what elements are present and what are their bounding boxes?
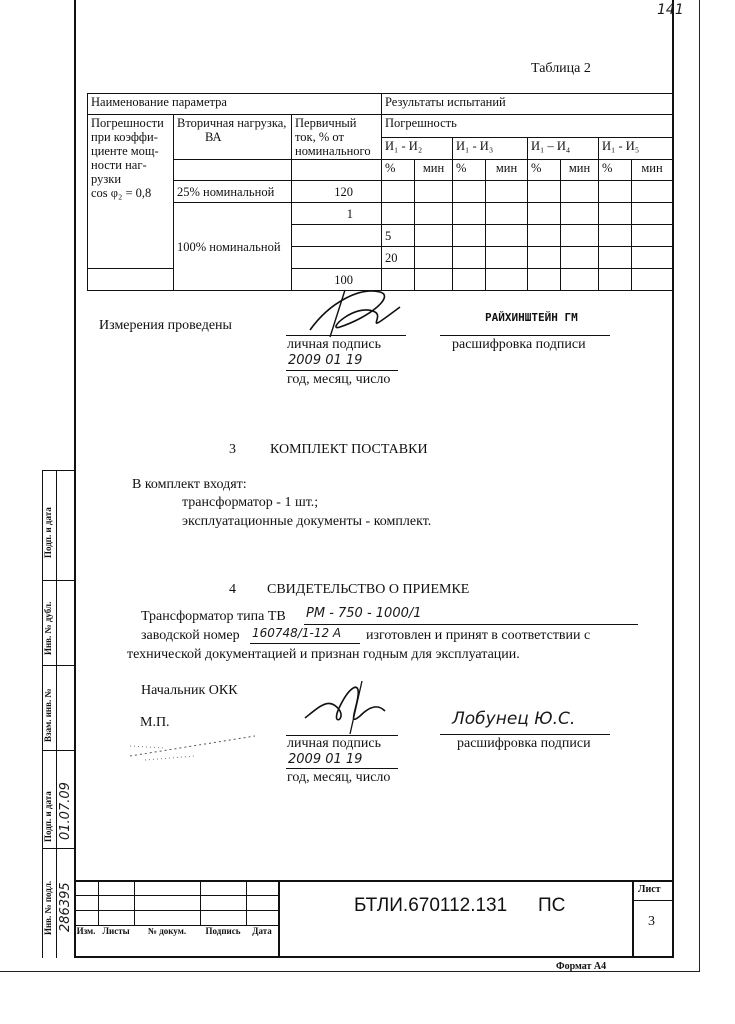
stamp-divider-left (278, 880, 280, 958)
table-caption: Таблица 2 (531, 61, 591, 76)
measure-decode-line (440, 335, 610, 336)
pair-1: И₁ - И₂ (382, 137, 453, 160)
current-120: 120 (292, 181, 382, 203)
serial-label: заводской номер (141, 628, 240, 643)
measure-decode-caption: расшифровка подписи (452, 337, 586, 352)
okk-decode-handwritten: Лобунец Ю.С. (452, 709, 576, 729)
stamp-doc: ПС (538, 895, 566, 916)
section4-title: СВИДЕТЕЛЬСТВО О ПРИЕМКЕ (267, 582, 470, 597)
header-primary: Первичный ток, % от номинального (292, 115, 382, 160)
current-1: 1 (292, 203, 382, 225)
side-sep-4 (42, 848, 74, 849)
okk-date-line (286, 768, 398, 769)
header-error: Погрешность (382, 115, 673, 138)
test-results-table (87, 93, 673, 291)
unit-pct-3: % (528, 160, 561, 181)
okk-decode-caption: расшифровка подписи (457, 736, 591, 751)
mp-label: М.П. (140, 715, 170, 730)
side-sep-3 (42, 750, 74, 751)
type-label: Трансформатор типа ТВ (141, 609, 286, 624)
okk-signature (300, 676, 390, 736)
okk-decode-line (440, 734, 610, 735)
pair-4: И₁ - И₅ (599, 137, 673, 160)
secondary-unit: ВА (205, 130, 222, 144)
unit-pct-2: % (453, 160, 486, 181)
header-secondary (174, 115, 292, 160)
stamp-data: Дата (252, 926, 272, 936)
stamp-code: БТЛИ.670112.131 (354, 895, 508, 916)
section4-line2: технической документацией и признан годным для эксплуатации. (127, 647, 520, 662)
side-podp-date-hand: 01.07.09 (58, 782, 73, 840)
type-line (304, 624, 638, 625)
measure-label: Измерения проведены (99, 318, 232, 333)
okk-sig-caption: личная подпись (287, 736, 381, 751)
header-results: Результаты испытаний (382, 94, 673, 115)
side-inv-podl: Инв. № подл. (43, 880, 53, 935)
section3-item1: трансформатор - 1 шт.; (182, 495, 319, 510)
side-inv-dubl: Инв. № дубл. (43, 601, 53, 655)
side-strip-divider (56, 470, 57, 958)
unit-pct-1: % (382, 160, 415, 181)
unit-min-2: мин (486, 160, 528, 181)
secondary-text: Вторичная нагрузка, (177, 116, 287, 130)
stamp-divider-right (632, 880, 634, 958)
stamp-no-dokum: № докум. (147, 926, 187, 936)
unit-pct-4: % (599, 160, 632, 181)
stamp-podpis: Подпись (205, 926, 241, 936)
header-param: Наименование параметра (88, 94, 382, 115)
side-vzam-inv: Взам. инв. № (43, 688, 53, 742)
side-podp-data: Подп. и дата (43, 507, 53, 558)
okk-date-caption: год, месяц, число (287, 770, 391, 785)
side-sep-2 (42, 665, 74, 666)
stamp-listy: Листы (102, 926, 130, 936)
measure-sig-line (286, 335, 406, 336)
measure-date-line (286, 370, 398, 371)
okk-date-hand: 2009 01 19 (288, 752, 363, 767)
title-block-grid (74, 880, 279, 926)
made-text: изготовлен и принят в соответствии с (366, 628, 591, 643)
unit-min-3: мин (561, 160, 599, 181)
section4-number: 4 (229, 582, 236, 597)
unit-min-1: мин (415, 160, 453, 181)
current-20: 20 (382, 247, 415, 269)
header-error-col (88, 115, 174, 269)
measure-stamp-name: РАЙХИНШТЕЙН ГМ (485, 311, 578, 324)
page-number-handwritten: 141 (657, 2, 684, 18)
serial-handwritten: 160748/1-12 А (252, 626, 342, 640)
pair-2: И₁ - И₃ (453, 137, 528, 160)
current-100: 100 (292, 269, 382, 291)
stamp-sheet-sep (632, 900, 674, 901)
seal-smudge (125, 716, 260, 766)
measure-signature (300, 282, 410, 342)
format-label: Формат А4 (556, 961, 607, 972)
section3-item2: эксплуатационные документы - комплект. (182, 514, 432, 529)
section3-title: КОМПЛЕКТ ПОСТАВКИ (270, 442, 428, 457)
pair-3: И₁ – И₄ (528, 137, 599, 160)
cos-phi-text: cos φ₂ = 0,8 (91, 186, 152, 200)
stamp-izm: Изм. (76, 926, 96, 936)
chief-label: Начальник ОКК (141, 683, 238, 698)
load-25: 25% номинальной (174, 181, 292, 203)
measure-date-caption: год, месяц, число (287, 372, 391, 387)
side-inv-podl-hand: 286395 (58, 882, 73, 932)
side-podp-data-2: Подп. и дата (43, 791, 53, 842)
stamp-sheet-number: 3 (648, 914, 655, 929)
stamp-sheet-label: Лист (638, 884, 661, 895)
unit-min-4: мин (632, 160, 673, 181)
section3-number: 3 (229, 442, 236, 457)
current-5: 5 (382, 225, 415, 247)
error-col-text: Погрешности при коэффи-циенте мощ-ности наг-рузки (91, 116, 164, 186)
section3-intro: В комплект входят: (132, 477, 247, 492)
load-100: 100% номинальной (174, 203, 292, 291)
measure-date-hand: 2009 01 19 (288, 353, 363, 368)
side-sep-1 (42, 580, 74, 581)
type-handwritten: РМ - 750 - 1000/1 (306, 606, 422, 621)
serial-line (250, 643, 360, 644)
measure-sig-caption: личная подпись (287, 337, 381, 352)
